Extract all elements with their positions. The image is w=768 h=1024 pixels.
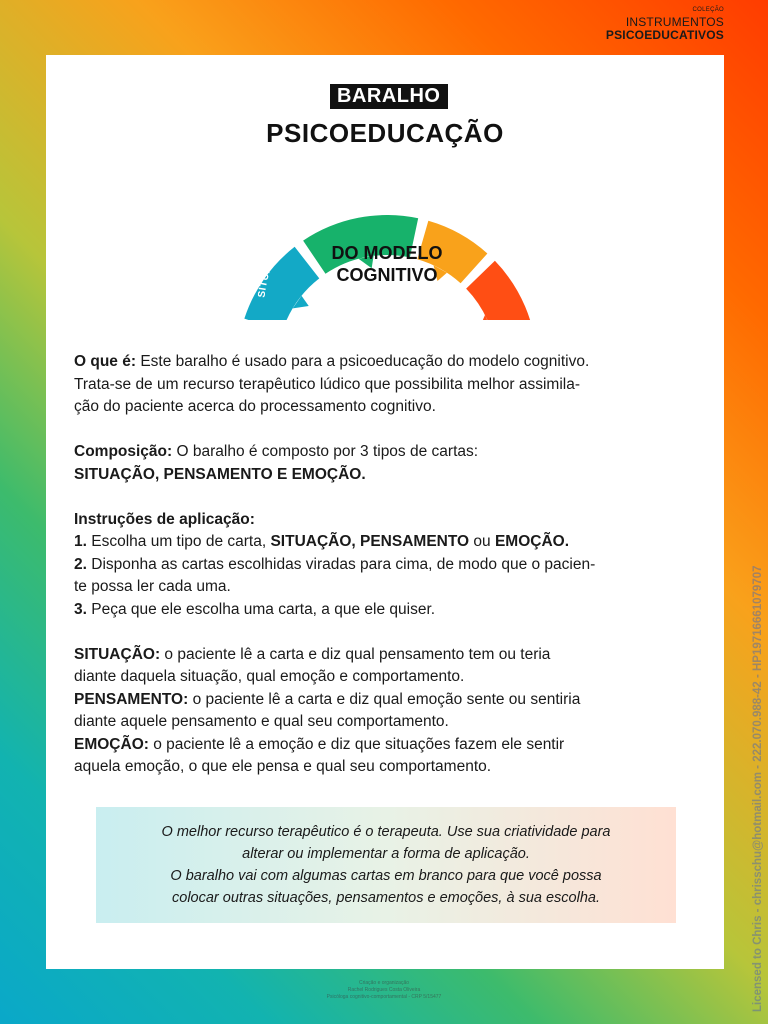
gauge-label-pensamento: PENSAMENTO (286, 177, 352, 232)
credits-footer: Criação e organização Rachel Rodrigues Costa Oliveira Psicóloga cognitivo-comportamental - CRP 5/15477 (326, 980, 442, 1000)
gauge-center-title (242, 242, 532, 286)
license-watermark: Licensed to Chris - chrisschu@hotmail.com - 222.070.988-42 - HP19716661079707 (752, 565, 764, 1012)
step-3: 3. Peça que ele escolha uma carta, a que ele quiser. (74, 600, 436, 618)
collection-brand (606, 7, 724, 41)
tip-line: O baralho vai com algumas cartas em branco para que você possa (170, 868, 602, 884)
svg-text:EMOÇÃO (370, 167, 420, 182)
collection-line1: INSTRUMENTOS (625, 15, 724, 29)
composition-paragraph: Composição: O baralho é composto por 3 tipos de cartas: (74, 443, 479, 460)
pensamento-rule: PENSAMENTO: o paciente lê a carta e diz qual emoção sente ou sentiria (74, 690, 581, 708)
collection-label: COLEÇÃO (692, 7, 724, 13)
tip-line: O melhor recurso terapêutico é o terapeuta. Use sua criatividade para (161, 824, 611, 840)
step-2: 2. Disponha as cartas escolhidas viradas para cima, de modo que o pacien- (74, 555, 596, 573)
page-title: PSICOEDUCAÇÃO (266, 118, 504, 148)
situacao-rule: SITUAÇÃO: o paciente lê a carta e diz qual pensamento tem ou teria (74, 645, 551, 663)
step-1: 1. Escolha um tipo de carta, SITUAÇÃO, PENSAMENTO ou EMOÇÃO. (74, 533, 570, 550)
gauge-center-line1: DO MODELO (331, 243, 443, 263)
instructions-heading: Instruções de aplicação: (74, 510, 255, 528)
instructions-body: O que é: Este baralho é usado para a psicoeducação do modelo cognitivo. Trata-se de um recurso terapêutico lúdico que possibilita melhor assimila- ção do paciente acerca do processamento cognitivo. Composição: O baralho é composto por 3 tipos de cartas: SITUAÇÃO, PENSAMENTO E EMOÇÃO. Instruções de aplicação: 1. Escolha um tipo de carta, SITUAÇÃO, PENSAMENTO ou EMOÇÃO. 2. Disponha as cartas escolhidas viradas para cima, de modo que o pacien- te possa ler cada uma. 3. Peça que ele escolha uma carta, a que ele quiser. SITUAÇÃO: o paciente lê a carta e diz qual pensamento tem ou teria diante daquela situação, qual emoção e comportamento. PENSAMENTO: o paciente lê a carta e diz qual emoção sente ou sentiria diante aquele pensamento e qual seu comportamento. EMOÇÃO: o paciente lê a emoção e diz que situações fazem ele sentir aquela emoção, o que ele pensa e qual seu comportamento. (74, 351, 702, 779)
gauge-label-emocao: EMOÇÃO (370, 168, 421, 182)
emocao-rule: EMOÇÃO: o paciente lê a emoção e diz que situações fazem ele sentir (74, 735, 565, 753)
tip-line: colocar outras situações, pensamentos e emoções, à sua escolha. (172, 890, 600, 906)
collection-line2: PSICOEDUCATIVOS (605, 28, 724, 42)
gauge-label-comportamento: COMPORTAMENTO (456, 190, 518, 278)
tip-box (96, 807, 676, 923)
cognitive-model-gauge (242, 150, 532, 320)
gauge-center-line2: COGNITIVO (336, 265, 438, 285)
what-is-paragraph: O que é: Este baralho é usado para a psicoeducação do modelo cognitivo. (74, 353, 590, 370)
content-card (46, 55, 724, 969)
deck-tag: BARALHO (330, 84, 448, 109)
gauge-label-situacao: SITUAÇÃO (256, 240, 285, 299)
tip-line: alterar ou implementar a forma de aplicação. (242, 846, 530, 862)
card-types: SITUAÇÃO, PENSAMENTO E EMOÇÃO. (74, 465, 366, 483)
